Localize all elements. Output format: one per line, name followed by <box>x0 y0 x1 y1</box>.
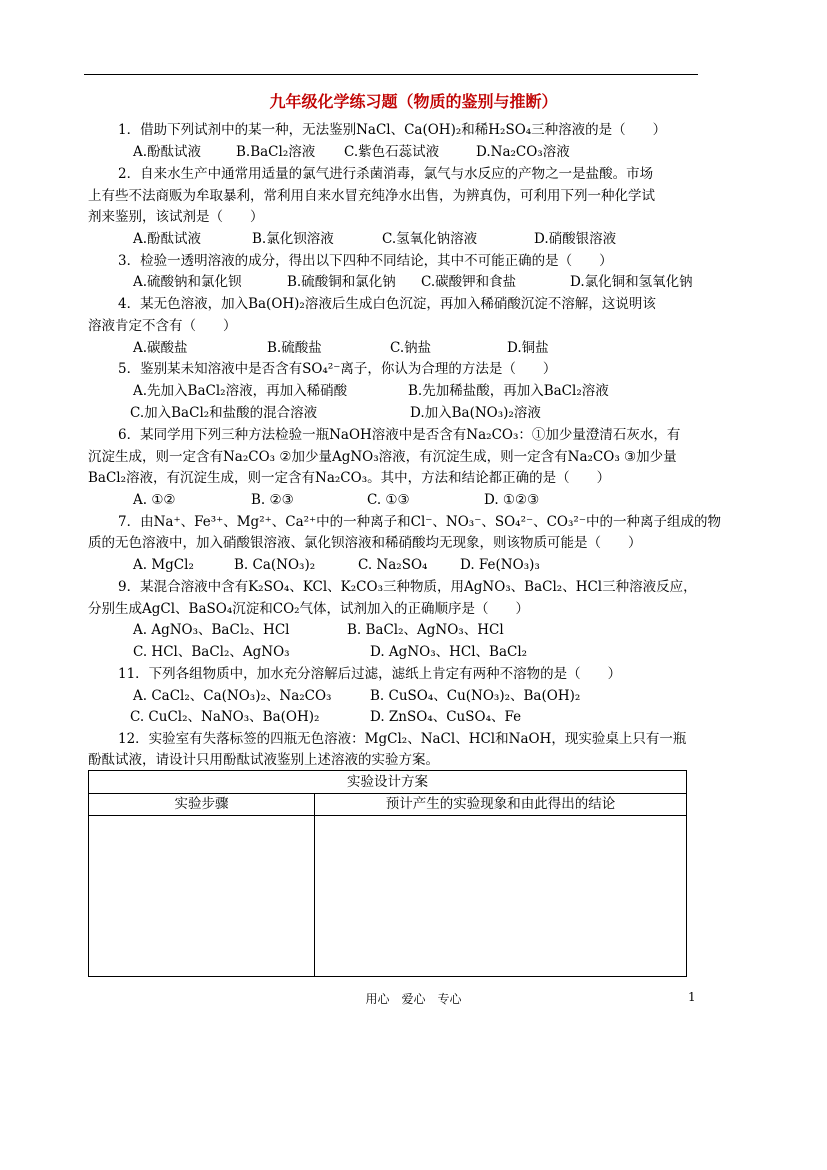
q4-option-d: D.铜盐 <box>507 340 549 356</box>
q2-option-b: B.氯化钡溶液 <box>252 231 334 247</box>
q6-option-c: C. ①③ <box>367 492 410 508</box>
header-rule <box>84 74 698 75</box>
q9-option-b: B. BaCl₂、AgNO₃、HCl <box>347 622 504 638</box>
q7-option-d: D. Fe(NO₃)₃ <box>460 557 540 573</box>
q4-option-c: C.钠盐 <box>390 340 432 356</box>
q5-option-b: B.先加稀盐酸，再加入BaCl₂溶液 <box>408 383 609 399</box>
q2-option-d: D.硝酸银溶液 <box>534 231 617 247</box>
q7-stem-1: 7．由Na⁺、Fe³⁺、Mg²⁺、Ca²⁺中的一种离子和Cl⁻、NO₃⁻、SO₄²⁻、CO₃²⁻中的一种离子组成的物 <box>118 514 721 530</box>
page-title: 九年级化学练习题（物质的鉴别与推断） <box>269 92 558 111</box>
q9-option-d: D. AgNO₃、HCl、BaCl₂ <box>370 644 528 660</box>
q5-option-a: A.先加入BaCl₂溶液，再加入稀硝酸 <box>133 383 348 399</box>
q7-option-a: A. MgCl₂ <box>133 557 194 573</box>
page-footer: 用心 爱心 专心 <box>365 992 462 1006</box>
q3-stem: 3．检验一透明溶液的成分，得出以下四种不同结论，其中不可能正确的是（ ） <box>118 253 613 269</box>
q1-option-b: B.BaCl₂溶液 <box>236 144 316 160</box>
q6-stem-3: BaCl₂溶液，有沉淀生成，则一定含有Na₂CO₃。其中，方法和结论都正确的是（ ） <box>88 470 611 486</box>
table-header-conclusion: 预计产生的实验现象和由此得出的结论 <box>385 796 616 812</box>
q11-option-d: D. ZnSO₄、CuSO₄、Fe <box>370 709 522 725</box>
q1-option-a: A.酚酞试液 <box>133 144 202 160</box>
q6-option-a: A. ①② <box>133 492 176 508</box>
experiment-design-table <box>88 770 687 977</box>
table-caption: 实验设计方案 <box>89 771 686 794</box>
q6-stem-2: 沉淀生成，则一定含有Na₂CO₃ ②加少量AgNO₃溶液，有沉淀生成，则一定含有Na₂CO₃ ③加少量 <box>88 449 677 465</box>
q5-option-d: D.加入Ba(NO₃)₂溶液 <box>410 405 541 421</box>
q5-option-c: C.加入BaCl₂和盐酸的混合溶液 <box>130 405 318 421</box>
q3-option-c: C.碳酸钾和食盐 <box>421 274 517 290</box>
q9-stem-2: 分别生成AgCl、BaSO₄沉淀和CO₂气体，试剂加入的正确顺序是（ ） <box>88 601 530 617</box>
q4-stem-2: 溶液肯定不含有（ ） <box>88 318 237 334</box>
q3-option-d: D.氯化铜和氢氧化钠 <box>570 274 693 290</box>
q5-stem: 5．鉴别某未知溶液中是否含有SO₄²⁻离子，你认为合理的方法是（ ） <box>118 361 557 377</box>
q3-option-a: A.硫酸钠和氯化钡 <box>133 274 242 290</box>
q6-stem-1: 6．某同学用下列三种方法检验一瓶NaOH溶液中是否含有Na₂CO₃：①加少量澄清石灰水，有 <box>118 427 681 443</box>
q6-option-d: D. ①②③ <box>484 492 540 508</box>
q4-option-b: B.硫酸盐 <box>267 340 322 356</box>
q7-option-c: C. Na₂SO₄ <box>358 557 428 573</box>
q11-option-b: B. CuSO₄、Cu(NO₃)₂、Ba(OH)₂ <box>370 688 581 704</box>
q11-option-c: C. CuCl₂、NaNO₃、Ba(OH)₂ <box>130 709 320 725</box>
q2-option-a: A.酚酞试液 <box>133 231 202 247</box>
q4-option-a: A.碳酸盐 <box>133 340 188 356</box>
q7-option-b: B. Ca(NO₃)₂ <box>234 557 316 573</box>
table-column-divider <box>314 794 315 976</box>
q11-stem: 11．下列各组物质中，加水充分溶解后过滤，滤纸上肯定有两种不溶物的是（ ） <box>118 666 622 682</box>
q2-stem-3: 剂来鉴别，该试剂是（ ） <box>88 209 264 225</box>
q9-option-c: C. HCl、BaCl₂、AgNO₃ <box>133 644 290 660</box>
q11-option-a: A. CaCl₂、Ca(NO₃)₂、Na₂CO₃ <box>133 688 332 704</box>
q2-stem-1: 2．自来水生产中通常用适量的氯气进行杀菌消毒，氯气与水反应的产物之一是盐酸。市场 <box>118 166 654 182</box>
q12-stem-1: 12．实验室有失落标签的四瓶无色溶液：MgCl₂、NaCl、HCl和NaOH，现实验桌上只有一瓶 <box>118 731 687 747</box>
q2-option-c: C.氢氧化钠溶液 <box>382 231 478 247</box>
q4-stem-1: 4．某无色溶液，加入Ba(OH)₂溶液后生成白色沉淀，再加入稀硝酸沉淀不溶解，这说明该 <box>118 296 656 312</box>
q3-option-b: B.硫酸铜和氯化钠 <box>287 274 396 290</box>
q1-option-d: D.Na₂CO₃溶液 <box>476 144 570 160</box>
table-header-steps: 实验步骤 <box>174 796 229 812</box>
page-number: 1 <box>688 990 696 1004</box>
q1-option-c: C.紫色石蕊试液 <box>344 144 440 160</box>
q9-option-a: A. AgNO₃、BaCl₂、HCl <box>133 622 290 638</box>
q9-stem-1: 9．某混合溶液中含有K₂SO₄、KCl、K₂CO₃三种物质，用AgNO₃、BaCl₂、HCl三种溶液反应， <box>118 579 697 595</box>
q7-stem-2: 质的无色溶液中，加入硝酸银溶液、氯化钡溶液和稀硝酸均无现象，则该物质可能是（ ） <box>88 535 642 551</box>
q2-stem-2: 上有些不法商贩为牟取暴利，常利用自来水冒充纯净水出售，为辨真伪，可利用下列一种化学试 <box>88 188 655 204</box>
q1-stem: 1．借助下列试剂中的某一种，无法鉴别NaCl、Ca(OH)₂和稀H₂SO₄三种溶液的是（ ） <box>118 122 667 138</box>
q6-option-b: B. ②③ <box>251 492 294 508</box>
q12-stem-2: 酚酞试液，请设计只用酚酞试液鉴别上述溶液的实验方案。 <box>88 752 439 768</box>
